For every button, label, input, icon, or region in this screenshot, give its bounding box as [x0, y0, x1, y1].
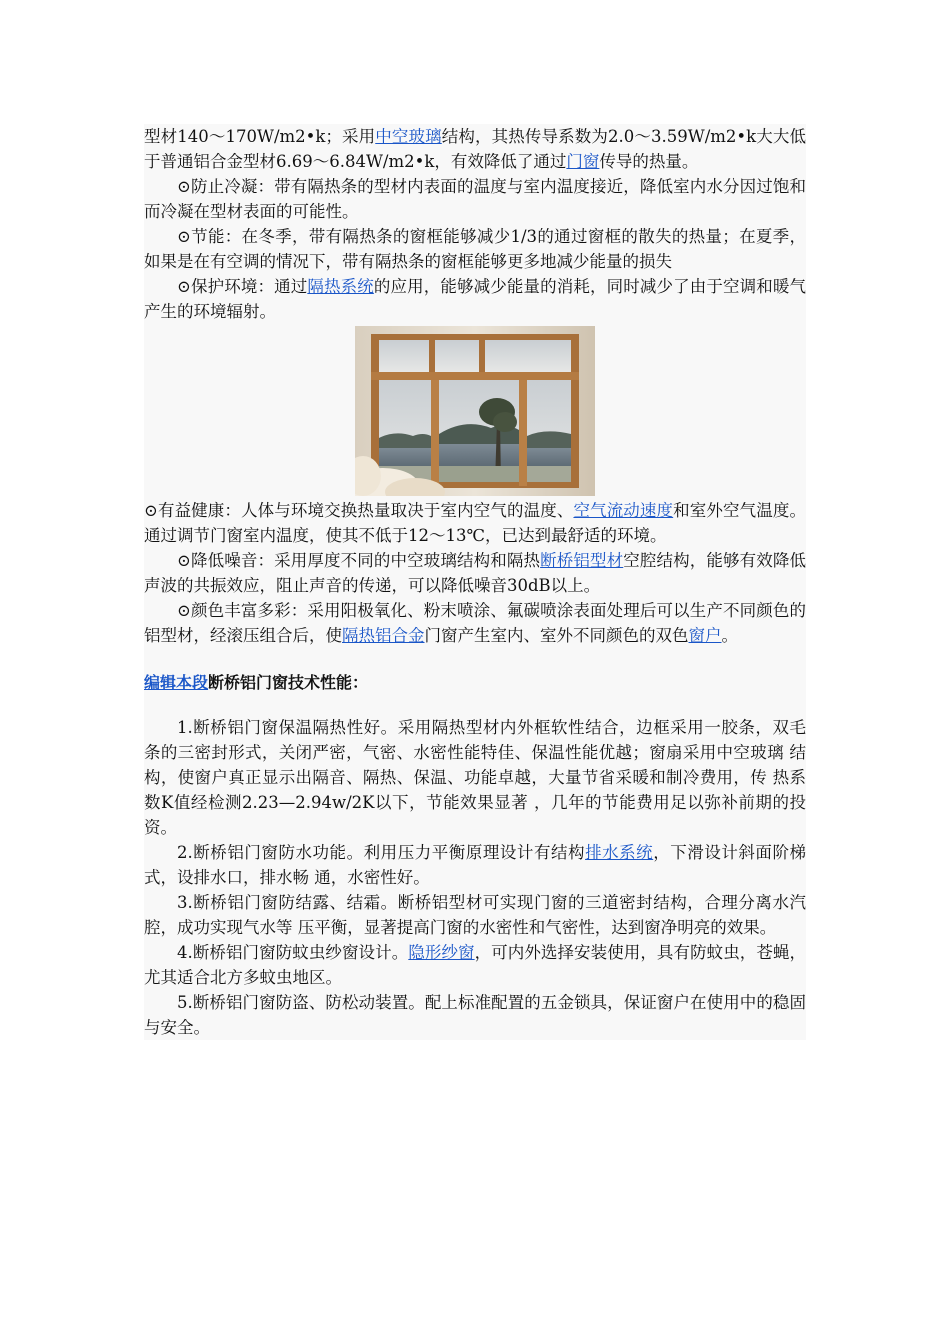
text: ⊙保护环境：通过 — [177, 277, 308, 296]
text: 门窗产生室内、室外不同颜色的双色 — [424, 626, 689, 645]
text: 传导的热量。 — [599, 152, 699, 171]
text: 4.断桥铝门窗防蚊虫纱窗设计。 — [177, 943, 409, 962]
spacer — [144, 695, 806, 715]
section-title: 断桥铝门窗技术性能： — [208, 673, 369, 692]
paragraph-health — [144, 498, 806, 548]
text: ⊙降低噪音：采用厚度不同的中空玻璃结构和隔热 — [177, 551, 541, 570]
edit-section-link[interactable]: 编辑本段 — [144, 673, 209, 692]
window-figure — [144, 326, 806, 496]
text: 2.断桥铝门窗防水功能。利用压力平衡原理设计有结构 — [177, 843, 586, 862]
link-drainage-system[interactable]: 排水系统 — [585, 843, 654, 862]
text: 空腔结构，能够有效降低声波的共振效应，阻止声音的传递，可以降低噪音30dB以上。 — [144, 551, 807, 595]
text: 和室外空气温度。通过调节门窗室内温度，使其不低于12～13℃，已达到最舒适的环境。 — [144, 501, 807, 545]
text: 的应用，能够减少能量的消耗，同时减少了由于空调和暖气产生的环境辐射。 — [144, 277, 807, 321]
paragraph-colors — [144, 598, 806, 648]
window-photo-icon — [355, 326, 595, 496]
link-air-flow-speed[interactable]: 空气流动速度 — [573, 501, 674, 520]
section-heading — [144, 670, 806, 695]
list-item-insulation: 1.断桥铝门窗保温隔热性好。采用隔热型材内外框软性结合，边框采用一胶条，双毛 条的三密封形式，关闭严密，气密、水密性能特佳、保温性能优越；窗扇采用中空玻璃 结构，使窗户真正显示出隔音、隔热、保温、功能卓越，大量节省采暖和制冷费用，传 热系数K值经检测2.23—2.94w/2K以下，节能效果显著 ，几年的节能费用足以弥补前期的投资。 — [144, 718, 806, 837]
text: 型材140～170W/m2•k；采用 — [144, 127, 376, 146]
link-hollow-glass[interactable]: 中空玻璃 — [375, 127, 442, 146]
paragraph-thermal — [144, 124, 806, 174]
paragraph-condensation: ⊙防止冷凝：带有隔热条的型材内表面的温度与室内温度接近，降低室内水分因过饱和而冷凝在型材表面的可能性。 — [144, 177, 806, 221]
text: ⊙有益健康：人体与环境交换热量取决于室内空气的温度、 — [144, 501, 574, 520]
text: 结构，其热传导系数为2.0～3.59W/m2•k大大低于普通铝合金型材6.69～6.84W/m2•k，有效降低了通过 — [144, 127, 807, 171]
list-item-screen — [144, 940, 806, 990]
paragraph-noise — [144, 548, 806, 598]
link-insulated-aluminum-alloy[interactable]: 隔热铝合金 — [342, 626, 425, 645]
link-insulation-system[interactable]: 隔热系统 — [307, 277, 374, 296]
text: ，下滑设计斜面阶梯式，设排水口，排水畅 通，水密性好。 — [144, 843, 806, 887]
text: ，可内外选择安装使用，具有防蚊虫，苍蝇，尤其适合北方多蚊虫地区。 — [144, 943, 807, 987]
paragraph-energy-saving: ⊙节能：在冬季，带有隔热条的窗框能够减少1/3的通过窗框的散失的热量；在夏季，如果是在有空调的情况下，带有隔热条的窗框能够更多地减少能量的损失 — [144, 227, 806, 271]
spacer — [144, 648, 806, 670]
link-windows[interactable]: 窗户 — [688, 626, 722, 645]
paragraph-environment — [144, 274, 806, 324]
link-doors-windows[interactable]: 门窗 — [566, 152, 600, 171]
text: ⊙颜色丰富多彩：采用阳极氧化、粉末喷涂、氟碳喷涂表面处理后可以生产不同颜色的铝型材，经滚压组合后，使 — [144, 601, 806, 645]
link-broken-bridge-aluminum[interactable]: 断桥铝型材 — [540, 551, 624, 570]
link-invisible-screen[interactable]: 隐形纱窗 — [408, 943, 475, 962]
list-item-waterproof — [144, 840, 806, 890]
text: 。 — [721, 626, 738, 645]
list-item-anti-condensation: 3.断桥铝门窗防结露、结霜。断桥铝型材可实现门窗的三道密封结构，合理分离水汽腔，成功实现气水等 压平衡，显著提高门窗的水密性和气密性，达到窗净明亮的效果。 — [144, 893, 806, 937]
article-body — [144, 124, 806, 1040]
list-item-security: 5.断桥铝门窗防盗、防松动装置。配上标准配置的五金锁具，保证窗户在使用中的稳固与安全。 — [144, 993, 806, 1037]
